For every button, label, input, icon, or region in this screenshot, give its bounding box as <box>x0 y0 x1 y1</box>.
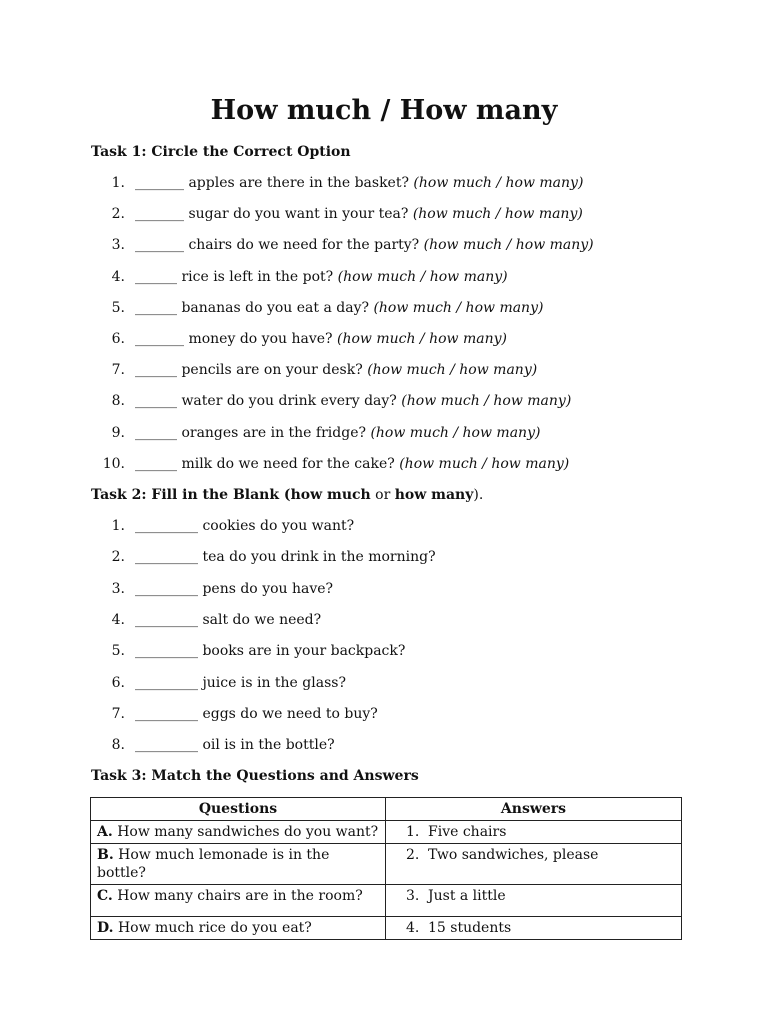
answer-blank: _______ <box>135 175 184 191</box>
question-text: chairs do we need for the party? <box>184 237 424 253</box>
item-number: 4. <box>111 269 125 285</box>
question-text: oil is in the bottle? <box>198 737 335 753</box>
item-text <box>135 455 569 473</box>
item-text <box>135 392 571 410</box>
answer-blank: _________ <box>135 518 198 534</box>
item-text <box>135 611 321 629</box>
question-text: How much lemonade is in the bottle? <box>97 847 330 881</box>
questions-column-header: Questions <box>91 798 386 821</box>
item-number: 9. <box>111 425 125 441</box>
answer-blank: _________ <box>135 675 198 691</box>
answer-cell <box>386 885 682 917</box>
question-text: rice is left in the pot? <box>177 269 338 285</box>
item-number: 3. <box>111 581 125 597</box>
option-hint: (how much / how many) <box>367 362 538 378</box>
question-text: milk do we need for the cake? <box>177 456 400 472</box>
question-cell <box>91 821 386 844</box>
item-number: 6. <box>111 331 125 347</box>
question-text: sugar do you want in your tea? <box>184 206 413 222</box>
table-row <box>91 917 682 940</box>
option-hint: (how much / how many) <box>373 300 544 316</box>
item-number: 5. <box>111 643 125 659</box>
task2-heading <box>91 486 483 504</box>
option-hint: (how much / how many) <box>412 206 583 222</box>
question-cell <box>91 885 386 917</box>
question-letter: B. <box>97 847 114 863</box>
question-cell <box>91 917 386 940</box>
item-number: 7. <box>111 362 125 378</box>
question-text: How many chairs are in the room? <box>112 888 363 904</box>
answer-number: 4. <box>406 920 420 936</box>
option-hint: (how much / how many) <box>423 237 594 253</box>
answer-number: 3. <box>406 888 420 904</box>
answer-text: Five chairs <box>428 824 507 840</box>
task2-heading-suffix: ). <box>473 487 484 503</box>
question-text: tea do you drink in the morning? <box>198 549 436 565</box>
task1-heading: Task 1: Circle the Correct Option <box>91 144 351 160</box>
match-table <box>90 797 682 940</box>
item-number: 2. <box>111 549 125 565</box>
question-text: apples are there in the basket? <box>184 175 414 191</box>
item-number: 6. <box>111 675 125 691</box>
item-text <box>135 299 543 317</box>
question-cell <box>91 844 386 885</box>
answer-blank: _______ <box>135 331 184 347</box>
option-hint: (how much / how many) <box>370 425 541 441</box>
question-text: water do you drink every day? <box>177 393 402 409</box>
answer-blank: ______ <box>135 393 177 409</box>
item-text <box>135 736 335 754</box>
item-number: 1. <box>111 175 125 191</box>
answer-text: 15 students <box>428 920 512 936</box>
answer-cell <box>386 917 682 940</box>
table-row <box>91 885 682 917</box>
item-text <box>135 424 540 442</box>
question-letter: A. <box>97 824 113 840</box>
item-number: 7. <box>111 706 125 722</box>
question-text: books are in your backpack? <box>198 643 406 659</box>
answer-blank: _________ <box>135 549 198 565</box>
answer-blank: _________ <box>135 612 198 628</box>
page-title: How much / How many <box>210 95 558 126</box>
question-text: salt do we need? <box>198 612 322 628</box>
item-number: 5. <box>111 300 125 316</box>
item-number: 2. <box>111 206 125 222</box>
item-text <box>135 517 354 535</box>
question-text: How much rice do you eat? <box>113 920 312 936</box>
question-text: bananas do you eat a day? <box>177 300 374 316</box>
question-text: eggs do we need to buy? <box>198 706 378 722</box>
answer-number: 2. <box>406 847 420 863</box>
item-text <box>135 580 333 598</box>
answer-blank: ______ <box>135 300 177 316</box>
question-text: juice is in the glass? <box>198 675 346 691</box>
question-text: pens do you have? <box>198 581 334 597</box>
item-text <box>135 642 405 660</box>
item-text <box>135 361 537 379</box>
answer-text: Just a little <box>428 888 506 904</box>
question-letter: D. <box>97 920 114 936</box>
answer-cell <box>386 844 682 885</box>
item-text <box>135 330 507 348</box>
answer-number: 1. <box>406 824 420 840</box>
answer-blank: _________ <box>135 737 198 753</box>
item-text <box>135 268 508 286</box>
option-hint: (how much / how many) <box>413 175 584 191</box>
answer-blank: ______ <box>135 456 177 472</box>
answer-blank: _______ <box>135 237 184 253</box>
task2-heading-prefix: Task 2: Fill in the Blank ( <box>91 487 291 503</box>
table-row <box>91 844 682 885</box>
question-text: money do you have? <box>184 331 337 347</box>
task3-heading: Task 3: Match the Questions and Answers <box>91 768 419 784</box>
answer-text: Two sandwiches, please <box>428 847 599 863</box>
option-hint: (how much / how many) <box>337 269 508 285</box>
option-hint: (how much / how many) <box>401 393 572 409</box>
answer-blank: _________ <box>135 706 198 722</box>
question-text: How many sandwiches do you want? <box>112 824 379 840</box>
item-number: 3. <box>111 237 125 253</box>
option-hint: (how much / how many) <box>336 331 507 347</box>
question-text: oranges are in the fridge? <box>177 425 371 441</box>
option-hint: (how much / how many) <box>399 456 570 472</box>
answer-cell <box>386 821 682 844</box>
task2-option-much: how much <box>290 487 371 503</box>
item-number: 8. <box>111 737 125 753</box>
item-text <box>135 236 594 254</box>
item-number: 10. <box>102 456 125 472</box>
item-text <box>135 548 436 566</box>
answers-column-header: Answers <box>386 798 682 821</box>
answer-blank: ______ <box>135 362 177 378</box>
table-row <box>91 821 682 844</box>
question-letter: C. <box>97 888 113 904</box>
item-number: 4. <box>111 612 125 628</box>
answer-blank: _______ <box>135 206 184 222</box>
item-text <box>135 674 346 692</box>
item-text <box>135 174 583 192</box>
answer-blank: _________ <box>135 643 198 659</box>
answer-blank: ______ <box>135 269 177 285</box>
answer-blank: ______ <box>135 425 177 441</box>
question-text: cookies do you want? <box>198 518 355 534</box>
item-number: 1. <box>111 518 125 534</box>
question-text: pencils are on your desk? <box>177 362 368 378</box>
item-number: 8. <box>111 393 125 409</box>
task2-heading-or: or <box>370 487 395 503</box>
item-text <box>135 205 583 223</box>
item-text <box>135 705 378 723</box>
task2-option-many: how many <box>394 487 474 503</box>
answer-blank: _________ <box>135 581 198 597</box>
table-header-row <box>91 798 682 821</box>
